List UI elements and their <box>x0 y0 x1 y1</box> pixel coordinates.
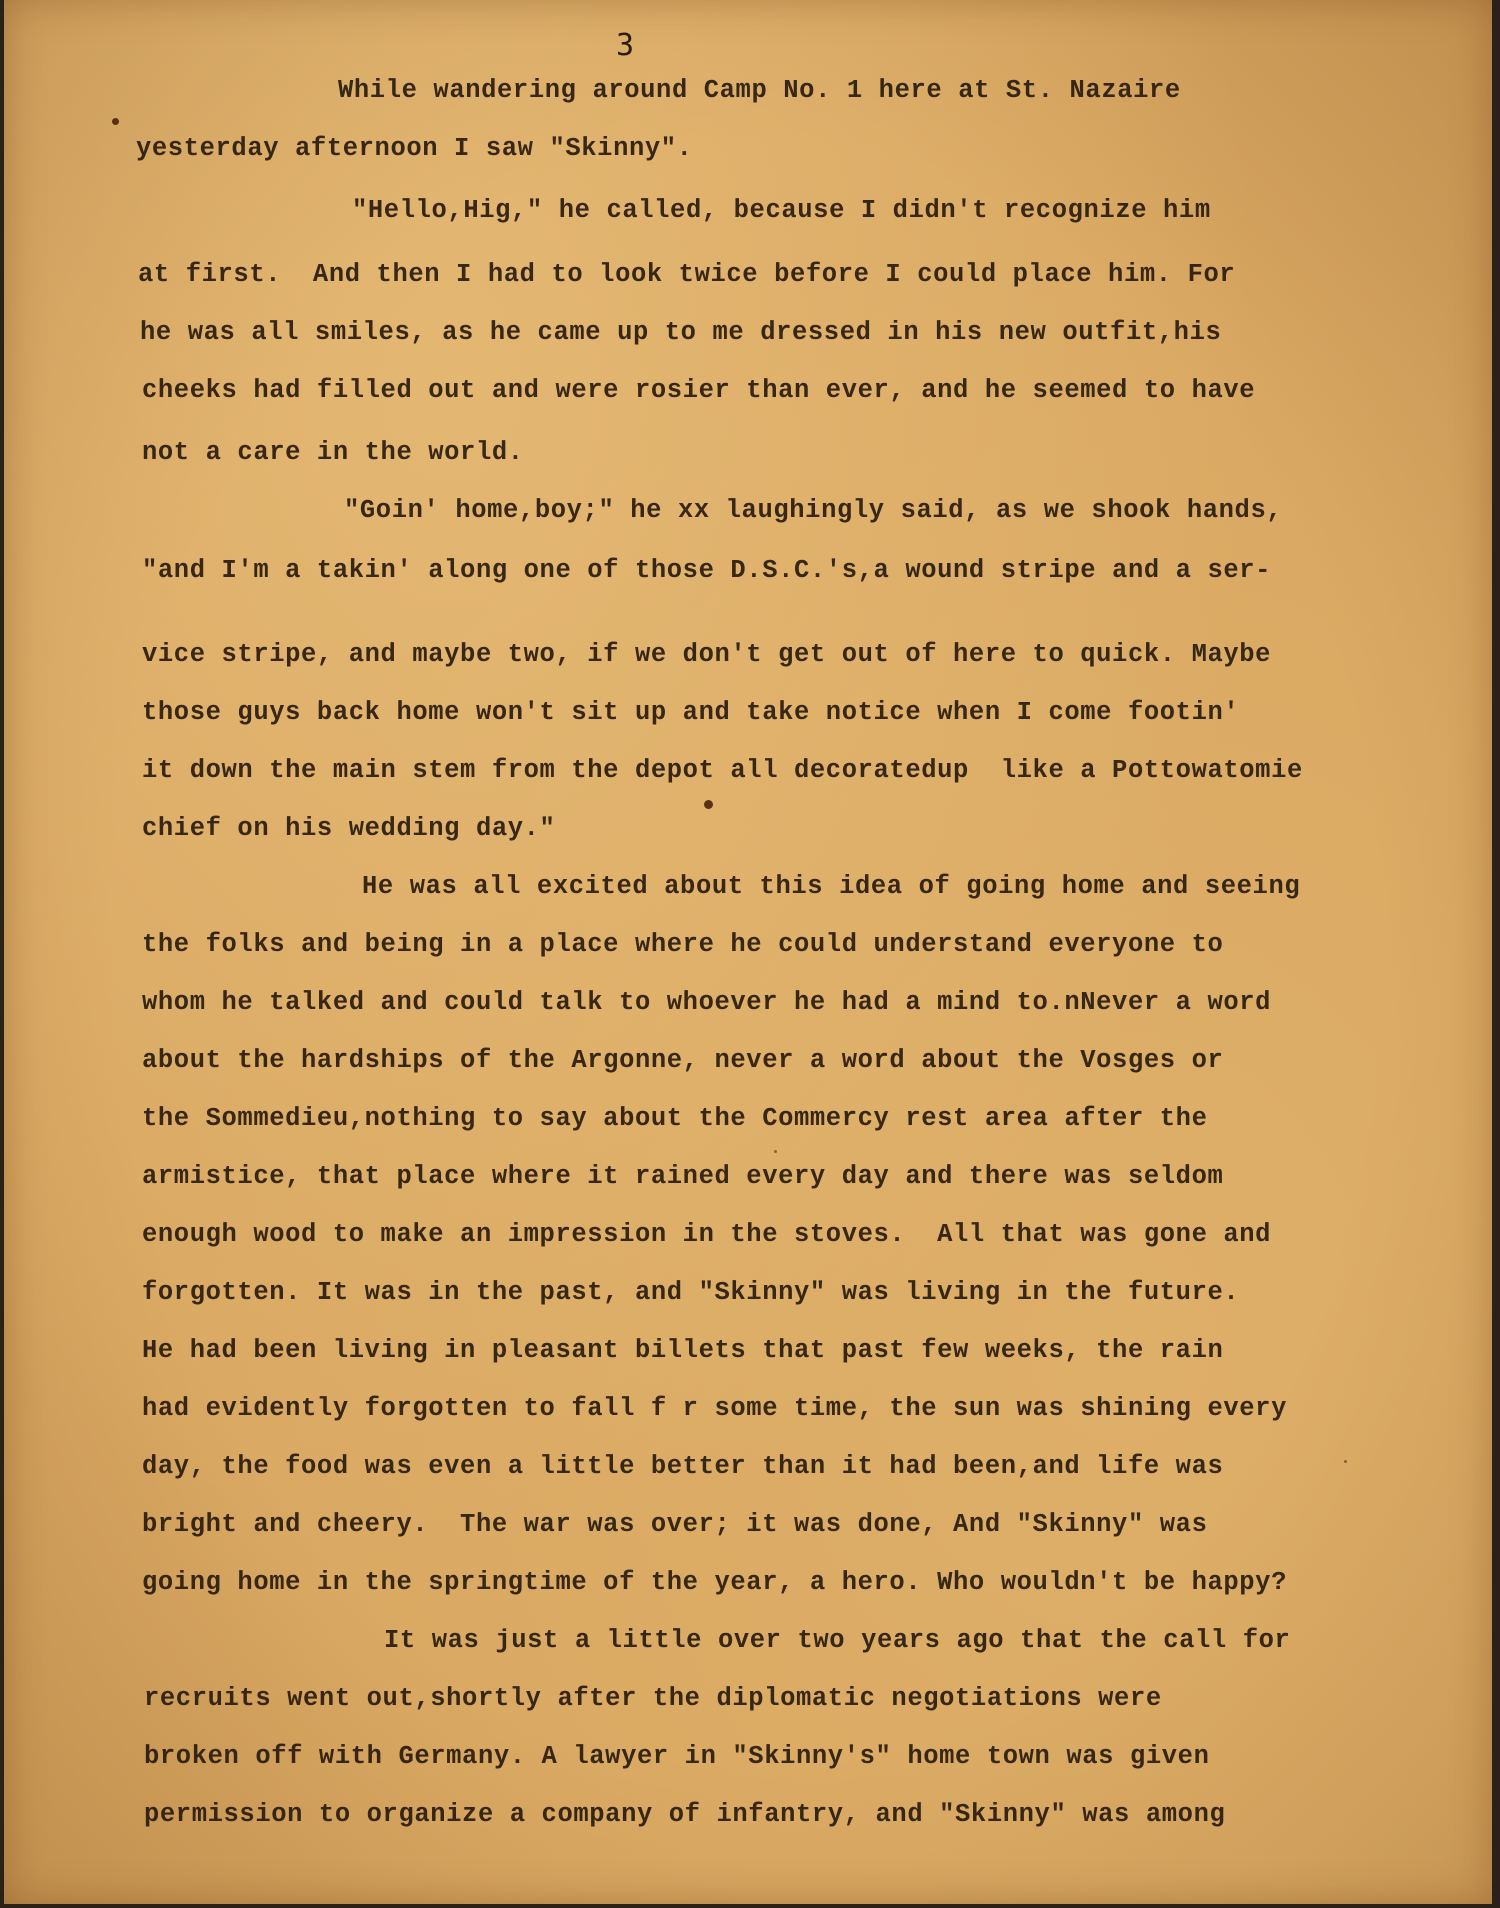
text-line: forgotten. It was in the past, and "Skinny" was living in the future. <box>142 1278 1240 1307</box>
typewritten-page <box>4 0 1492 1904</box>
text-line: the Sommedieu,nothing to say about the Commercy rest area after the <box>142 1104 1208 1133</box>
ink-speck <box>112 118 119 125</box>
page-number: 3 <box>616 28 635 63</box>
text-line: "Goin' home,boy;" he xx laughingly said, as we shook hands, <box>344 496 1283 525</box>
text-line: bright and cheery. The war was over; it was done, And "Skinny" was <box>142 1510 1208 1539</box>
ink-speck <box>774 1150 777 1153</box>
text-line: the folks and being in a place where he could understand everyone to <box>142 930 1224 959</box>
text-line: had evidently forgotten to fall f r some time, the sun was shining every <box>142 1394 1287 1423</box>
ink-speck <box>704 800 713 809</box>
text-line: it down the main stem from the depot all decoratedup like a Pottowatomie <box>142 756 1303 785</box>
text-line: whom he talked and could talk to whoever he had a mind to.nNever a word <box>142 988 1272 1017</box>
text-line: those guys back home won't sit up and take notice when I come footin' <box>142 698 1240 727</box>
text-line: cheeks had filled out and were rosier than ever, and he seemed to have <box>142 376 1256 405</box>
text-line: armistice, that place where it rained every day and there was seldom <box>142 1162 1224 1191</box>
text-line: enough wood to make an impression in the stoves. All that was gone and <box>142 1220 1272 1249</box>
text-line: "and I'm a takin' along one of those D.S.C.'s,a wound stripe and a ser- <box>142 556 1272 585</box>
text-line: It was just a little over two years ago that the call for <box>384 1626 1291 1655</box>
text-line: not a care in the world. <box>142 438 524 467</box>
ink-speck <box>1344 1460 1347 1463</box>
text-line: day, the food was even a little better than it had been,and life was <box>142 1452 1224 1481</box>
text-line: permission to organize a company of infantry, and "Skinny" was among <box>144 1800 1226 1829</box>
text-line: recruits went out,shortly after the diplomatic negotiations were <box>144 1684 1162 1713</box>
text-line: broken off with Germany. A lawyer in "Skinny's" home town was given <box>144 1742 1210 1771</box>
text-line: "Hello,Hig," he called, because I didn't recognize him <box>352 196 1211 225</box>
text-line: He had been living in pleasant billets that past few weeks, the rain <box>142 1336 1224 1365</box>
text-line: chief on his wedding day." <box>142 814 556 843</box>
text-line: going home in the springtime of the year, a hero. Who wouldn't be happy? <box>142 1568 1287 1597</box>
text-line: yesterday afternoon I saw "Skinny". <box>136 134 693 163</box>
text-line: at first. And then I had to look twice before I could place him. For <box>138 260 1236 289</box>
text-line: vice stripe, and maybe two, if we don't get out of here to quick. Maybe <box>142 640 1272 669</box>
text-line: he was all smiles, as he came up to me dressed in his new outfit,his <box>140 318 1222 347</box>
text-line: about the hardships of the Argonne, never a word about the Vosges or <box>142 1046 1224 1075</box>
text-line: While wandering around Camp No. 1 here at St. Nazaire <box>338 76 1181 105</box>
text-line: He was all excited about this idea of going home and seeing <box>362 872 1301 901</box>
